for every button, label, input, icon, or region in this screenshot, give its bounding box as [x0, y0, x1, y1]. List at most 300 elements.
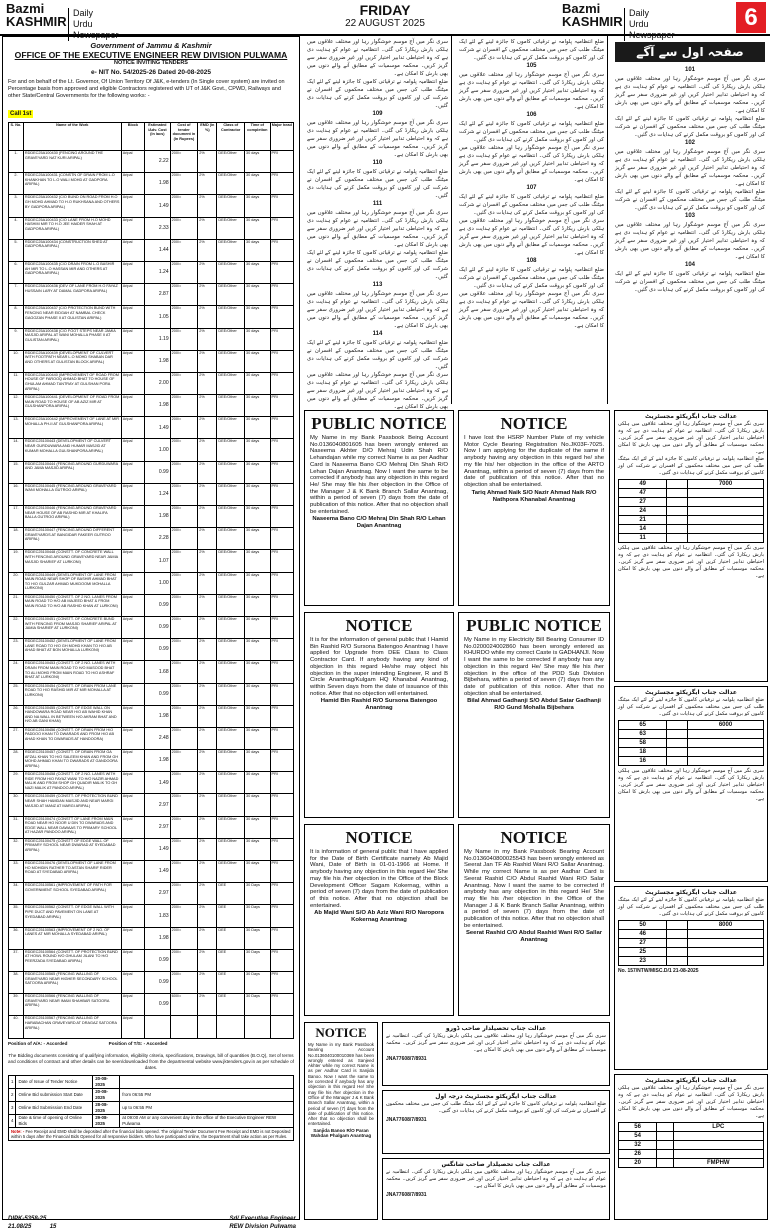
- tender-cell-cls: DEE/Other: [217, 350, 245, 372]
- tender-cell-doc: 200/=: [170, 794, 198, 816]
- tender-cell-cls: DEE/Other: [217, 284, 245, 306]
- urdu-court-ad: [382, 1158, 610, 1220]
- tender-cell-time: 30 days: [245, 861, 271, 883]
- tender-cell-time: 30 days: [245, 261, 271, 283]
- tender-positions: [8, 1041, 294, 1047]
- family-row: [619, 757, 764, 766]
- tender-cell-name: RDDEC25A100438 (C/O FOOT STEPS NEAR JAMIA MASJID ARIPAL AT WANI MOHALLA PHASE II AT GULISTAN ARIPAL): [23, 328, 121, 350]
- tender-cell-time: 30 days: [245, 772, 271, 794]
- tender-cell-doc: 200/=: [170, 750, 198, 772]
- schedule-cell-time: at 09:00 AM or any convenient day in the office of the Executive Engineer REW Pulwama: [120, 1114, 294, 1127]
- family-cell: 27: [619, 939, 667, 948]
- table-row: [9, 1016, 294, 1038]
- family-cell: 20: [619, 1159, 657, 1168]
- tender-cell-cost: 1.49: [145, 195, 171, 217]
- tender-cell-block: Aripal: [121, 861, 144, 883]
- tender-cell-block: Aripal: [121, 195, 144, 217]
- tender-cell-cls: DEE/Other: [217, 151, 245, 173]
- tender-cell-emd: 2%: [198, 861, 217, 883]
- tender-cell-name: RDDEC25A100431 (CONSTN OF DRAIN FROM L.O KHANKHAN TO L.O WALI MOHD AT GADPORA ARIPAL): [23, 173, 121, 195]
- tender-cell-head: PRI: [270, 506, 293, 528]
- notice-title: NOTICE: [345, 616, 413, 635]
- tender-cell-cls: DEE/Other: [217, 816, 245, 838]
- tender-cell-no: 16.: [9, 483, 24, 505]
- notice-hamid: [304, 612, 454, 818]
- tender-cell-name: RDDEC25100455 (CONSTT. OF EDGE WALL ON HANDOWARA ROAD NEAR H/O AB WAHID KHAN AND NA WALL IN BETWEEN H/O AKRAM BHAT AND H/O AB GANI KHAN): [23, 705, 121, 727]
- tender-cell-time: 30 days: [245, 483, 271, 505]
- tender-cell-doc: 600/=: [170, 994, 198, 1016]
- tender-cell-emd: 2%: [198, 661, 217, 683]
- urdu-text: سری نگر میں آج موسم خوشگوار رہا اور مختلف علاقوں میں ہلکی بارش ریکارڈ کی گئی۔ انتظامیہ نے عوام کو ہدایت دی ہے کہ وہ احتیاطی تدابیر اختیار کریں اور غیر ضروری سفر سے گریز کریں۔ محکمہ موسمیات کے مطابق آنے والے دنوں میں بھی بارش کا امکان ہے۔: [459, 291, 604, 329]
- tender-cell-doc: 200/=: [170, 727, 198, 749]
- family-cell: [657, 1150, 673, 1159]
- tender-cell-doc: 200/=: [170, 616, 198, 638]
- public-notice-bilal: [458, 612, 610, 818]
- table-row: [9, 372, 294, 394]
- tender-cell-name: RDDEC25100475 (CONSTT OF EDGE WALL OF PRIMARY SCHOOL NEAR DWARAD AT SYEDABAD ARIPAL): [23, 838, 121, 860]
- tender-cell-emd: 2%: [198, 239, 217, 261]
- tender-cell-name: RDDEC25100450 (CONSTT. OF 2 NO. LANES FROM MAIN ROAD TO H/O AB MAJEED BHAT & FROM MAIN ROAD TO H/O AB RASHID KHAN AT LURKONI): [23, 594, 121, 616]
- family-cell: 18: [619, 748, 667, 757]
- tender-cell-no: 4.: [9, 217, 24, 239]
- article-number: 113: [372, 282, 383, 288]
- notice-sanjida: [304, 1022, 378, 1220]
- tender-cell-emd: 2%: [198, 195, 217, 217]
- notice-title: PUBLIC NOTICE: [466, 616, 602, 635]
- tender-cell-name: RDDEC25100444 (FENCING AROUND GURDUWARA AND JAMA MASJID ARIPAL): [23, 461, 121, 483]
- table-row: [9, 949, 294, 971]
- family-cell: 6000: [688, 721, 764, 730]
- notice-title: NOTICE: [345, 828, 413, 847]
- tender-cell-block: Aripal: [121, 1016, 144, 1038]
- tender-cell-no: 18.: [9, 528, 24, 550]
- tender-cell-block: Aripal: [121, 350, 144, 372]
- urdu-text: ضلع انتظامیہ پلوامہ نے ترقیاتی کاموں کا جائزہ لینے کے لئے ایک میٹنگ طلب کی جس میں مختلف محکموں کے افسران نے شرکت کی اور کاموں کو بروقت مکمل کرنے کی ہدایات دی گئیں۔: [307, 340, 448, 370]
- table-row: [9, 683, 294, 705]
- tender-cell-time: 30 Days: [245, 971, 271, 993]
- tender-cell-cost: 1.98: [145, 173, 171, 195]
- ad-title: عدالت جناب ایگزیکٹو مجسٹریٹ: [645, 1077, 737, 1084]
- tender-cell-doc: 200/=: [170, 861, 198, 883]
- family-row: [619, 1150, 764, 1159]
- tender-cell-no: 7.: [9, 284, 24, 306]
- tender-cell-emd: 2%: [198, 506, 217, 528]
- ad-code: JNA77608/7/8931: [386, 1117, 427, 1123]
- tender-cell-head: PRI: [270, 971, 293, 993]
- tender-cell-time: 30 Days: [245, 883, 271, 905]
- tender-cell-no: 40.: [9, 1016, 24, 1038]
- tender-cell-no: 29.: [9, 772, 24, 794]
- tender-cell-time: 30 days: [245, 461, 271, 483]
- tender-cell-name: RDDEC25100459 (CONSTT. OF PROTECTION BUND NEAR SHAH HAMDAN MASJID AND NEAR MARGI MASJID AT MANZ AT MARGI ARIPAL): [23, 794, 121, 816]
- tender-cell-doc: 200/=: [170, 417, 198, 439]
- tender-table: [8, 122, 294, 1039]
- table-row: [9, 572, 294, 594]
- tender-cell-cost: 0.99: [145, 594, 171, 616]
- masthead-right-line2: KASHMIR: [562, 14, 623, 29]
- tender-cell-cost: 1.98: [145, 705, 171, 727]
- urdu-text: سری نگر میں آج موسم خوشگوار رہا اور مختلف علاقوں میں ہلکی بارش ریکارڈ کی گئی۔ انتظامیہ نے عوام کو ہدایت دی ہے کہ وہ احتیاطی تدابیر اختیار کریں اور غیر ضروری سفر سے گریز کریں۔ محکمہ موسمیات کے مطابق آنے والے دنوں میں بھی بارش کا امکان ہے۔: [459, 218, 604, 256]
- family-cell: [657, 1132, 673, 1141]
- ad-title: عدالت جناب تحصیلدار صاحب شانگس: [441, 1161, 551, 1168]
- masthead-date-block: [320, 2, 450, 30]
- tender-cell-cls: DEE/Other: [217, 772, 245, 794]
- urdu-text: سری نگر میں آج موسم خوشگوار رہا اور مختلف علاقوں میں ہلکی بارش ریکارڈ کی گئی۔ انتظامیہ نے عوام کو ہدایت دی ہے کہ وہ احتیاطی تدابیر اختیار کریں اور غیر ضروری سفر سے گریز کریں۔ محکمہ موسمیات کے مطابق آنے والے دنوں میں بھی بارش کا امکان ہے۔: [307, 372, 448, 410]
- tender-cell-cls: DEE: [217, 971, 245, 993]
- tender-cell-cost: 2.87: [145, 284, 171, 306]
- family-row: [619, 480, 764, 489]
- tender-cell-cls: DEE/Other: [217, 705, 245, 727]
- tender-cell-cls: DEE/Other: [217, 261, 245, 283]
- tender-cell-head: PRI: [270, 217, 293, 239]
- table-row: [9, 883, 294, 905]
- urdu-text: ضلع انتظامیہ پلوامہ نے ترقیاتی کاموں کا جائزہ لینے کے لئے ایک میٹنگ طلب کی جس میں مختلف محکموں کے افسران نے شرکت کی اور کاموں کو بروقت مکمل کرنے کی ہدایات دی گئیں۔: [459, 121, 604, 143]
- family-cell: 26: [619, 1150, 657, 1159]
- tender-cell-no: 32.: [9, 838, 24, 860]
- notice-title: NOTICE: [500, 414, 568, 433]
- schedule-cell-label: Date & time of opening of Online Bids: [16, 1114, 93, 1127]
- tender-cell-block: Aripal: [121, 506, 144, 528]
- tender-cell-no: 38.: [9, 971, 24, 993]
- urdu-text: ضلع انتظامیہ پلوامہ نے ترقیاتی کاموں کا جائزہ لینے کے لئے ایک میٹنگ طلب کی جس میں مختلف محکموں کے افسران نے شرکت کی اور کاموں کو بروقت مکمل کرنے کی ہدایات دی گئیں۔: [459, 194, 604, 216]
- table-row: [9, 838, 294, 860]
- tender-cell-head: PRI: [270, 395, 293, 417]
- tender-cell-block: Aripal: [121, 816, 144, 838]
- tender-cell-emd: 2%: [198, 594, 217, 616]
- tender-cell-no: 12.: [9, 395, 24, 417]
- tender-cell-cost: 1.98: [145, 395, 171, 417]
- tender-cell-time: 30 days: [245, 639, 271, 661]
- family-table: [618, 720, 764, 766]
- tender-cell-cost: 0.99: [145, 949, 171, 971]
- urdu-column-4: [612, 36, 768, 404]
- tender-cell-block: Aripal: [121, 727, 144, 749]
- tender-header-cell: Name of the Work: [23, 123, 121, 151]
- tender-cell-block: Aripal: [121, 572, 144, 594]
- tender-cell-no: 25.: [9, 683, 24, 705]
- family-cell: [688, 489, 764, 498]
- tender-cell-time: 30 days: [245, 661, 271, 683]
- tender-cell-doc: 200/=: [170, 195, 198, 217]
- tender-cell-head: PRI: [270, 306, 293, 328]
- masthead: [0, 0, 770, 40]
- schedule-cell-no: 2: [9, 1088, 16, 1101]
- tender-cell-block: Aripal: [121, 151, 144, 173]
- urdu-text: ضلع انتظامیہ پلوامہ نے ترقیاتی کاموں کا جائزہ لینے کے لئے ایک میٹنگ طلب کی جس میں مختلف محکموں کے افسران نے شرکت کی اور کاموں کو بروقت مکمل کرنے کی ہدایات دی گئیں۔: [307, 250, 448, 280]
- table-row: [9, 661, 294, 683]
- urdu-text: ضلع انتظامیہ پلوامہ نے ترقیاتی کاموں کا جائزہ لینے کے لئے ایک میٹنگ طلب کی جس میں مختلف محکموں کے افسران نے شرکت کی اور کاموں کو بروقت مکمل کرنے کی ہدایات دی گئیں۔: [307, 79, 448, 109]
- tender-cell-emd: 2%: [198, 683, 217, 705]
- tender-cell-emd: 2%: [198, 905, 217, 927]
- table-row: [9, 528, 294, 550]
- tender-cell-cost: 0.99: [145, 461, 171, 483]
- ad-title: عدالت جناب تحصیلدار صاحب ڈورو: [445, 1025, 547, 1032]
- notice-body: My Name in my Electricity Bill Bearing Consumer ID No.0200024002860 has been wrongly entered as KHURDO while my correct Caste is GADHANJI. Now I want the same to be corrected if anybody has any objection in this regard He/ She may file his /her objection in the office of the PDD Sub Division Bijbehara, within a period of seven (7) days from the date of publication of this notice. After that no objection shall be entertained.: [464, 637, 604, 697]
- tender-cell-cls: DEE: [217, 927, 245, 949]
- family-cell: [673, 1132, 763, 1141]
- family-cell: 11: [619, 534, 667, 543]
- notice-body: My Name in my Bank Passbook Bearing Account No.0136040100010369 has been wrongly entered as Sanjeed Akhter while my correct Name is as per Aadhar Card is Sanjida Banoo. Now I want the same to be corrected if anybody has any objection in this regard He/ She may file his /her objection in the Office of the Manager J & K Bank Branch Sallar Anantnag, within a period of seven (7) days from the date of publication of this notice. After that no objection shall be entertained.: [308, 1042, 374, 1127]
- tender-cell-doc: 200/=: [170, 661, 198, 683]
- tender-cell-head: PRI: [270, 417, 293, 439]
- tender-gov: Government of Jammu & Kashmir: [90, 41, 212, 50]
- family-table: [618, 920, 764, 966]
- family-cell: 7000: [688, 480, 764, 489]
- article-number: 101: [684, 67, 695, 73]
- table-row: [9, 971, 294, 993]
- tender-cell-time: 30 Days: [245, 949, 271, 971]
- tender-cell-block: Aripal: [121, 594, 144, 616]
- schedule-cell-no: 1: [9, 1075, 16, 1088]
- tender-cell-cost: 1.98: [145, 750, 171, 772]
- tender-cell-block: Aripal: [121, 772, 144, 794]
- schedule-cell-time: [120, 1075, 294, 1088]
- tender-cell-cost: 1.98: [145, 506, 171, 528]
- family-cell: LPC: [673, 1123, 763, 1132]
- tender-cell-emd: 2%: [198, 750, 217, 772]
- family-cell: [667, 516, 688, 525]
- schedule-row: [9, 1114, 294, 1127]
- tender-cell-name: RDDEC25100561 (IMPROVEMENT OF PATH FOR GOVERNMENT SCHOOL SYEDABAD ARIPAL): [23, 883, 121, 905]
- urdu-text: سری نگر میں آج موسم خوشگوار رہا اور مختلف علاقوں میں ہلکی بارش ریکارڈ کی گئی۔ انتظامیہ نے عوام کو ہدایت دی ہے کہ وہ احتیاطی تدابیر اختیار کریں اور غیر ضروری سفر سے گریز کریں۔ محکمہ موسمیات کے مطابق آنے والے دنوں میں بھی بارش کا امکان ہے۔: [459, 145, 604, 183]
- tender-cell-cost: 1.49: [145, 417, 171, 439]
- tender-cell-name: RDDEC25A100434 (CONSTRUCTION SHED AT GADPORA ARIPAL): [23, 239, 121, 261]
- family-cell: [667, 957, 688, 966]
- tender-cell-no: 17.: [9, 506, 24, 528]
- tender-cell-head: PRI: [270, 350, 293, 372]
- tender-cell-name: RDDEC25100448 (CONSTT. OF CONCRETE WALL WITH FENCING AROUND GRAVEYARD NEAR JAMIA MASJID SHARIEF AT LURKONI): [23, 550, 121, 572]
- signatory-line2: REW Division Pulwama: [229, 1224, 296, 1230]
- tender-cell-cls: DEE/Other: [217, 683, 245, 705]
- family-cell: 49: [619, 480, 667, 489]
- notice-body: It is information of general public that I have applied for the Date of Birth Certificate namely Ab Majid Wani, Date of Birth is 01-01-1966 at Home. If anybody having any objection in this regard He/ She may file his /her objection in the Office of the Block Development Officer Sagam Kokernag, within a period of seven (7) days from the date of publication of this notice. After that no objection shall be entertained.: [310, 849, 448, 909]
- table-row: [9, 284, 294, 306]
- tender-cell-block: Aripal: [121, 905, 144, 927]
- tender-cell-head: [270, 1016, 293, 1038]
- urdu-text: سری نگر میں آج موسم خوشگوار رہا اور مختلف علاقوں میں ہلکی بارش ریکارڈ کی گئی۔ انتظامیہ نے عوام کو ہدایت دی ہے کہ وہ احتیاطی تدابیر اختیار کریں اور غیر ضروری سفر سے گریز کریں۔ محکمہ موسمیات کے مطابق آنے والے دنوں میں بھی بارش کا امکان ہے۔: [307, 210, 448, 248]
- tender-cell-time: 30 days: [245, 372, 271, 394]
- tender-cell-head: PRI: [270, 661, 293, 683]
- ad-code: JNA77608/7/8931: [386, 1056, 427, 1062]
- tender-cell-no: 2.: [9, 173, 24, 195]
- urdu-column-2: [304, 36, 452, 410]
- tender-cell-head: PRI: [270, 151, 293, 173]
- tender-cell-time: 30 Days: [245, 994, 271, 1016]
- notice-body: It is for the information of general public that I Hamid Bin Rashid R/O Sursona Batengoo Anantnag I have applied for Upgrade from DEE Class to Class Contractor Card. If anybody having any kind of objection in this regard He/she may object his objection in the super intending Engineer, R and B Circle Anantnag/Kulgam HQ Khanabal Anantnag, within Seven days from the date of issuance of this notice. After that no objection will entertained.: [310, 637, 448, 697]
- tender-cell-doc: 200/=: [170, 949, 198, 971]
- table-row: [9, 306, 294, 328]
- tender-cell-head: PRI: [270, 572, 293, 594]
- tender-cell-time: 30 days: [245, 594, 271, 616]
- notice-title: PUBLIC NOTICE: [311, 414, 447, 433]
- dipk-date: 21.08/25: [8, 1224, 32, 1230]
- urdu-text: سری نگر میں آج موسم خوشگوار رہا اور مختلف علاقوں میں ہلکی بارش ریکارڈ کی گئی۔ انتظامیہ نے عوام کو ہدایت دی ہے کہ وہ احتیاطی تدابیر اختیار کریں اور غیر ضروری سفر سے گریز کریں۔ محکمہ موسمیات کے مطابق آنے والے دنوں میں بھی بارش کا امکان ہے۔: [307, 291, 448, 329]
- ad-body: سری نگر میں آج موسم خوشگوار رہا اور مختلف علاقوں میں ہلکی بارش ریکارڈ کی گئی۔ انتظامیہ نے عوام کو ہدایت دی ہے کہ وہ احتیاطی تدابیر اختیار کریں اور غیر ضروری سفر سے گریز کریں۔ محکمہ موسمیات کے مطابق آنے والے دنوں میں بھی بارش کا امکان ہے۔: [618, 545, 764, 579]
- dipk-count: 15: [49, 1224, 57, 1230]
- tender-cell-cost: 2.22: [145, 151, 171, 173]
- ad-body: سری نگر میں آج موسم خوشگوار رہا اور مختلف علاقوں میں ہلکی بارش ریکارڈ کی گئی۔ انتظامیہ نے عوام کو ہدایت دی ہے کہ وہ احتیاطی تدابیر اختیار کریں اور غیر ضروری سفر سے گریز کریں۔ محکمہ موسمیات کے مطابق آنے والے دنوں میں بھی بارش کا امکان ہے۔: [618, 421, 764, 455]
- family-cell: [667, 921, 688, 930]
- tender-cell-head: PRI: [270, 173, 293, 195]
- ad-title: عدالت جناب ایگزیکٹو مجسٹریٹ: [645, 413, 737, 420]
- family-cell: [688, 516, 764, 525]
- tender-cell-name: RDDEC25100443 (DEVELOPMENT OF CULVERT NEAR GURDUWARA AND HUMAR MASJID AT KUMAR MOHALLA GULSHANPORA ARIPAL): [23, 439, 121, 461]
- tender-cell-doc: 200/=: [170, 261, 198, 283]
- tender-cell-emd: 2%: [198, 994, 217, 1016]
- ad-code: JNA77608/7/8931: [386, 1192, 427, 1198]
- family-cell: [667, 739, 688, 748]
- family-cell: 58: [619, 739, 667, 748]
- family-cell: 24: [619, 507, 667, 516]
- tender-cell-name: RDDEC25100474 (CONSTT OF LANE FROM MAIN ROAD NEAR HO NOOR U DIN TO DWARADS AND EDGE WALL NEAR DAWAAS TO PRIMARY SCHOOL AT HAZAR PANDOO ARIPAL): [23, 816, 121, 838]
- tender-cell-head: PRI: [270, 705, 293, 727]
- notice-signature: Sanjida Banoo R/O Paran Wahdan Phalgam Anantnag: [310, 1127, 372, 1139]
- tender-cell-cost: 2.97: [145, 794, 171, 816]
- urdu-court-ad: [382, 1022, 610, 1086]
- tender-cell-no: 9.: [9, 328, 24, 350]
- family-row: [619, 957, 764, 966]
- page-number: 6: [736, 2, 766, 33]
- tender-cell-time: 30 days: [245, 151, 271, 173]
- tender-cell-block: Aripal: [121, 994, 144, 1016]
- tender-cell-name: RDDEC25100452 (DEVELOPMENT OF LANE FROM LANE ROAD TO H/O GH MOHD KHAN TO H/O AB AHAD BHAT AT BON MOHALLA LURKONI): [23, 639, 121, 661]
- notice-body: I have lost the HSRP Number Plate of my vehicle Motor Cycle Bearing Registration No.JK03F-7025. Now I am applying for the duplicate of the same if anybody having any objection in this regard he/ she my file his/ her objection in the office of the ARTO Anantnag, within a period of seven (7) days from the date of publication of this notice. After that no objection shall be entertained.: [464, 435, 604, 488]
- table-row: [9, 639, 294, 661]
- tender-cell-doc: 200/=: [170, 506, 198, 528]
- tender-cell-doc: 200/=: [170, 439, 198, 461]
- tender-cell-no: 21.: [9, 594, 24, 616]
- family-cell: 8000: [688, 921, 764, 930]
- tender-cell-block: Aripal: [121, 461, 144, 483]
- tender-cell-name: RDDEC25100458 (CONSTT. OF 2 NO. LANES WITH RIDE FROM H/O FAYAZ WANI TO H/O NAZIR AHMAD MALIK AND FROM SHOP GH QUADIR MALIK TO GH NAZI MALIK AT PANDOO ARIPAL): [23, 772, 121, 794]
- tender-cell-block: Aripal: [121, 261, 144, 283]
- tender-cell-block: Aripal: [121, 927, 144, 949]
- ad-body: سری نگر میں آج موسم خوشگوار رہا اور مختلف علاقوں میں ہلکی بارش ریکارڈ کی گئی۔ انتظامیہ نے عوام کو ہدایت دی ہے کہ وہ احتیاطی تدابیر اختیار کریں اور غیر ضروری سفر سے گریز کریں۔ محکمہ موسمیات کے مطابق آنے والے دنوں میں بھی بارش کا امکان ہے۔: [386, 1033, 606, 1053]
- urdu-text: ضلع انتظامیہ پلوامہ نے ترقیاتی کاموں کا جائزہ لینے کے لئے ایک میٹنگ طلب کی جس میں مختلف محکموں کے افسران نے شرکت کی اور کاموں کو بروقت مکمل کرنے کی ہدایات دی گئیں۔: [459, 267, 604, 289]
- schedule-cell-no: 4: [9, 1114, 16, 1127]
- tender-cell-no: 23.: [9, 639, 24, 661]
- family-row: [619, 948, 764, 957]
- tender-cell-block: Aripal: [121, 616, 144, 638]
- tender-cell-doc: 200/=: [170, 461, 198, 483]
- tender-cell-no: 31.: [9, 816, 24, 838]
- table-row: [9, 239, 294, 261]
- tender-cell-cost: 1.98: [145, 350, 171, 372]
- tender-cell-emd: 2%: [198, 306, 217, 328]
- tender-cell-head: PRI: [270, 927, 293, 949]
- tender-cell-cost: 1.98: [145, 927, 171, 949]
- tender-cell-time: 30 days: [245, 727, 271, 749]
- tender-cell-doc: 200/=: [170, 151, 198, 173]
- tender-cell-block: Aripal: [121, 284, 144, 306]
- tender-cell-cost: 1.68: [145, 661, 171, 683]
- tender-cell-block: Aripal: [121, 750, 144, 772]
- tender-cell-no: 36.: [9, 927, 24, 949]
- tender-cell-no: 39.: [9, 994, 24, 1016]
- tender-cell-no: 11.: [9, 372, 24, 394]
- tender-cell-doc: 200/=: [170, 284, 198, 306]
- table-row: [9, 794, 294, 816]
- schedule-cell-val: 20-08-2025: [93, 1075, 120, 1088]
- family-cell: 25: [619, 948, 667, 957]
- signatory-line1: Sd/ Executive Engineer: [229, 1216, 296, 1222]
- notice-signature: Tariq Ahmad Naik S/O Nazir Ahmad Naik R/O Nathpora Khanabal Anantnag: [471, 489, 597, 503]
- tender-cell-emd: 2%: [198, 883, 217, 905]
- table-row: [9, 261, 294, 283]
- masthead-left: [6, 1, 119, 40]
- tender-cell-block: Aripal: [121, 705, 144, 727]
- tender-cell-time: 30 days: [245, 705, 271, 727]
- tender-note-label: Note: -: [11, 1128, 25, 1134]
- tender-cell-cost: 2.97: [145, 816, 171, 838]
- tender-cell-head: PRI: [270, 372, 293, 394]
- tender-cell-cls: DEE/Other: [217, 461, 245, 483]
- tender-cell-head: PRI: [270, 750, 293, 772]
- table-row: [9, 461, 294, 483]
- tender-cell-head: PRI: [270, 594, 293, 616]
- family-table: [618, 1122, 764, 1168]
- tender-cell-no: 20.: [9, 572, 24, 594]
- notice-hsrp: [458, 410, 610, 606]
- tender-cell-emd: 2%: [198, 173, 217, 195]
- tender-cell-cls: DEE/Other: [217, 439, 245, 461]
- family-cell: 23: [619, 957, 667, 966]
- tender-cell-emd: 2%: [198, 151, 217, 173]
- urdu-family-ad-2: [614, 686, 768, 882]
- family-row: [619, 1132, 764, 1141]
- tender-cell-name: RDDEC25100446 (FENCING AROUND GRAVEYARD NEAR HOUSE OF AB RASHID MIR AT KHALIFA BALLA GUTROO ARIPAL): [23, 506, 121, 528]
- family-cell: [657, 1159, 673, 1168]
- tender-cell-cost: 1.24: [145, 261, 171, 283]
- dipk-no: DIPK-5358-25: [8, 1216, 47, 1222]
- tender-cell-no: 3.: [9, 195, 24, 217]
- ad-body: ضلع انتظامیہ پلوامہ نے ترقیاتی کاموں کا جائزہ لینے کے لئے ایک میٹنگ طلب کی جس میں مختلف محکموں کے افسران نے شرکت کی اور کاموں کو بروقت مکمل کرنے کی ہدایات دی گئیں۔: [618, 697, 764, 717]
- tender-cell-block: Aripal: [121, 417, 144, 439]
- tender-cell-no: 8.: [9, 306, 24, 328]
- masthead-tag1: Daily: [73, 8, 94, 18]
- tender-cell-doc: 200/=: [170, 927, 198, 949]
- urdu-text: سری نگر میں آج موسم خوشگوار رہا اور مختلف علاقوں میں ہلکی بارش ریکارڈ کی گئی۔ انتظامیہ نے عوام کو ہدایت دی ہے کہ وہ احتیاطی تدابیر اختیار کریں اور غیر ضروری سفر سے گریز کریں۔ محکمہ موسمیات کے مطابق آنے والے دنوں میں بھی بارش کا امکان ہے۔: [615, 76, 765, 114]
- tender-note: [8, 1128, 294, 1141]
- tender-cell-doc: 200/=: [170, 594, 198, 616]
- urdu-column-3: [456, 36, 608, 404]
- tender-cell-no: 15.: [9, 461, 24, 483]
- tender-cell-block: Aripal: [121, 328, 144, 350]
- tender-cell-cost: 2.48: [145, 727, 171, 749]
- family-row: [619, 1159, 764, 1168]
- masthead-right-tag2: Urdu Newspaper: [629, 19, 675, 40]
- tender-cell-name: RDDEC25A100436 (DEV OF LANE FROM H.O FAYAZ HUSSAIN LARY AT DAMAL GADPORA ARIPAL): [23, 284, 121, 306]
- notice-body: My Name in my Bank Passbook Being Account No.0136040801605 has been wrongly entered as Naseema Akhter D/O Mehraj Udin Shah R/O Lehandajan while my correct Name is as per Aadhar Card is Naseema Bano C/O Mehraj Din Shah R/O Lehan Dajan Anantnag. Now I want the same to be corrected if anybody has any objection in this regard He/ She may file his /her objection in the Office of the Manager J & K Bank Branch Sallar Anantnag, within a period of seven (7) days from the date of publication of this notice. After that no objection shall be entertained.: [310, 435, 448, 515]
- tender-table-body: [9, 151, 294, 1039]
- tender-cell-head: PRI: [270, 261, 293, 283]
- tender-header-cell: S. No.: [9, 123, 24, 151]
- table-row: [9, 816, 294, 838]
- tender-cell-emd: 2%: [198, 816, 217, 838]
- tender-cell-cls: DEE/Other: [217, 616, 245, 638]
- tender-header-cell: Major head: [270, 123, 293, 151]
- article-number: 105: [526, 63, 537, 69]
- family-cell: FMPHW: [673, 1159, 763, 1168]
- tender-cell-time: 30 Days: [245, 927, 271, 949]
- tender-cell-no: 34.: [9, 883, 24, 905]
- tender-cell-cost: 2.97: [145, 883, 171, 905]
- tender-cell-block: Aripal: [121, 794, 144, 816]
- tender-cell-cls: DEE/Other: [217, 639, 245, 661]
- family-row: [619, 516, 764, 525]
- ad-body: سری نگر میں آج موسم خوشگوار رہا اور مختلف علاقوں میں ہلکی بارش ریکارڈ کی گئی۔ انتظامیہ نے عوام کو ہدایت دی ہے کہ وہ احتیاطی تدابیر اختیار کریں اور غیر ضروری سفر سے گریز کریں۔ محکمہ موسمیات کے مطابق آنے والے دنوں میں بھی بارش کا امکان ہے۔: [386, 1169, 606, 1189]
- article-number: 106: [526, 112, 537, 118]
